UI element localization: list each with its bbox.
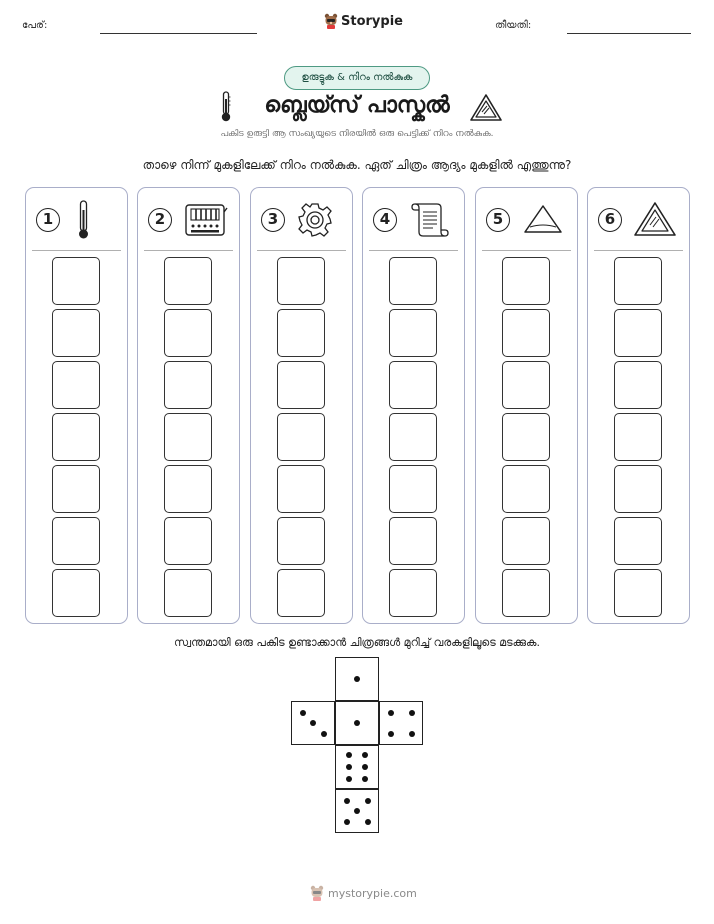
- column-3: [250, 187, 353, 624]
- color-box[interactable]: [614, 569, 662, 617]
- thermometer-icon: [219, 91, 233, 123]
- color-box[interactable]: [502, 517, 550, 565]
- color-box[interactable]: [277, 465, 325, 513]
- color-box[interactable]: [614, 517, 662, 565]
- column-number: 2: [148, 208, 172, 232]
- column-number: 6: [598, 208, 622, 232]
- scroll-icon: [407, 200, 453, 240]
- dice-pip: [409, 731, 415, 737]
- column-5: [475, 187, 578, 624]
- color-box[interactable]: [164, 517, 212, 565]
- color-box[interactable]: [389, 361, 437, 409]
- color-box[interactable]: [614, 309, 662, 357]
- column-4: [362, 187, 465, 624]
- bear-mascot-icon: [324, 13, 338, 29]
- footer: [310, 885, 417, 901]
- brand-name: Storypie: [341, 13, 403, 29]
- activity-badge: ഉരുട്ടുക & നിറം നൽകുക: [284, 66, 430, 90]
- color-box[interactable]: [52, 465, 100, 513]
- color-box[interactable]: [277, 413, 325, 461]
- color-box[interactable]: [164, 569, 212, 617]
- column-6: [587, 187, 690, 624]
- column-divider: [32, 250, 121, 251]
- color-box[interactable]: [52, 517, 100, 565]
- date-label: തീയതി:: [495, 20, 532, 31]
- dice-pip: [409, 710, 415, 716]
- dice-pip: [346, 776, 352, 782]
- warning-triangle-icon: [632, 200, 678, 240]
- color-box[interactable]: [277, 569, 325, 617]
- color-box[interactable]: [502, 257, 550, 305]
- color-box[interactable]: [277, 361, 325, 409]
- color-box[interactable]: [389, 465, 437, 513]
- column-number: 1: [36, 208, 60, 232]
- instruction-text: താഴെ നിന്ന് മുകളിലേക്ക് നിറം നൽകുക. ഏത് ചിത്രം ആദ്യം മുകളിൽ എത്തുന്നു?: [142, 158, 572, 172]
- dice-pip: [362, 764, 368, 770]
- color-box[interactable]: [502, 309, 550, 357]
- column-divider: [594, 250, 683, 251]
- dice-pip: [354, 808, 360, 814]
- dice-instruction: സ്വന്തമായി ഒരു പകിട ഉണ്ടാക്കാൻ ചിത്രങ്ങൾ മുറിച്ച് വരകളിലൂടെ മടക്കുക.: [174, 636, 540, 649]
- color-box[interactable]: [164, 309, 212, 357]
- dice-pip: [354, 720, 360, 726]
- color-box[interactable]: [614, 465, 662, 513]
- dice-face[interactable]: [335, 657, 379, 701]
- column-divider: [369, 250, 458, 251]
- dice-pip: [344, 798, 350, 804]
- dice-face[interactable]: [335, 789, 379, 833]
- color-box[interactable]: [52, 569, 100, 617]
- color-box[interactable]: [52, 309, 100, 357]
- column-divider: [482, 250, 571, 251]
- title-row: [0, 88, 714, 128]
- color-box[interactable]: [277, 309, 325, 357]
- dice-pip: [365, 798, 371, 804]
- dice-pip: [354, 676, 360, 682]
- subtitle: പകിട ഉരുട്ടി ആ സംഖ്യയുടെ നിരയിൽ ഒരു പെട്ടിക്ക് നിറം നൽകുക.: [220, 129, 494, 139]
- gear-icon: [295, 200, 341, 240]
- column-divider: [144, 250, 233, 251]
- dice-face[interactable]: [291, 701, 335, 745]
- dice-pip: [346, 764, 352, 770]
- column-divider: [257, 250, 346, 251]
- color-box[interactable]: [164, 465, 212, 513]
- thermometer-icon: [70, 200, 116, 240]
- page-title: ബ്ലെയ്സ് പാസ്കൽ: [264, 93, 450, 118]
- dice-pip: [365, 819, 371, 825]
- name-label: പേര്:: [22, 20, 48, 31]
- dice-pip: [346, 752, 352, 758]
- color-box[interactable]: [502, 361, 550, 409]
- color-box[interactable]: [389, 569, 437, 617]
- color-box[interactable]: [277, 257, 325, 305]
- dice-face[interactable]: [379, 701, 423, 745]
- color-box[interactable]: [389, 517, 437, 565]
- color-box[interactable]: [614, 257, 662, 305]
- dice-face[interactable]: [335, 701, 379, 745]
- triangle-icon: [520, 200, 566, 240]
- color-box[interactable]: [277, 517, 325, 565]
- dice-pip: [321, 731, 327, 737]
- calculator-machine-icon: [182, 200, 228, 240]
- color-box[interactable]: [389, 413, 437, 461]
- dice-pip: [388, 731, 394, 737]
- color-box[interactable]: [502, 569, 550, 617]
- column-2: [137, 187, 240, 624]
- dice-pip: [388, 710, 394, 716]
- dice-pip: [344, 819, 350, 825]
- color-box[interactable]: [52, 361, 100, 409]
- bear-mascot-icon: [310, 885, 324, 901]
- color-box[interactable]: [389, 257, 437, 305]
- dice-pip: [310, 720, 316, 726]
- color-box[interactable]: [614, 361, 662, 409]
- column-number: 3: [261, 208, 285, 232]
- date-line[interactable]: [567, 33, 691, 34]
- color-box[interactable]: [502, 413, 550, 461]
- column-number: 4: [373, 208, 397, 232]
- color-box[interactable]: [164, 257, 212, 305]
- color-box[interactable]: [389, 309, 437, 357]
- color-box[interactable]: [52, 257, 100, 305]
- color-box[interactable]: [502, 465, 550, 513]
- color-box[interactable]: [614, 413, 662, 461]
- column-1: [25, 187, 128, 624]
- dice-pip: [362, 776, 368, 782]
- color-box[interactable]: [52, 413, 100, 461]
- warning-triangle-icon: [470, 94, 502, 122]
- dice-pip: [362, 752, 368, 758]
- dice-face[interactable]: [335, 745, 379, 789]
- name-line[interactable]: [100, 33, 257, 34]
- column-number: 5: [486, 208, 510, 232]
- color-box[interactable]: [164, 413, 212, 461]
- dice-pip: [300, 710, 306, 716]
- footer-url[interactable]: mystorypie.com: [328, 886, 417, 900]
- color-box[interactable]: [164, 361, 212, 409]
- brand-logo: [324, 13, 403, 29]
